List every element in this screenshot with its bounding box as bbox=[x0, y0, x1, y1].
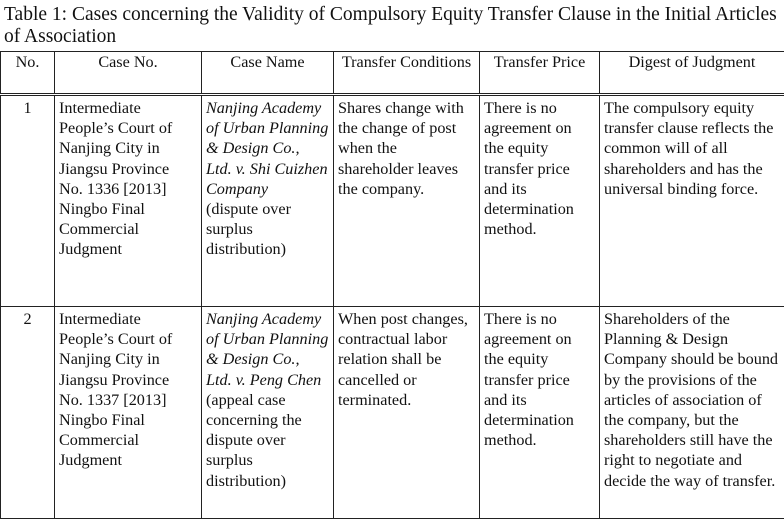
cell-no: 1 bbox=[1, 95, 55, 307]
table-header-row bbox=[1, 52, 784, 95]
header-no: No. bbox=[1, 52, 55, 95]
case-name-italic: Nanjing Academy of Urban Planning & Design Co., Ltd. v. Shi Cuizhen Company bbox=[206, 99, 329, 198]
cell-no: 2 bbox=[1, 307, 55, 519]
table-caption: Table 1: Cases concerning the Validity of Compulsory Equity Transfer Clause in the Initial Articles of Association bbox=[4, 4, 777, 47]
cell-case-name bbox=[202, 95, 334, 307]
header-transfer-price: Transfer Price bbox=[480, 52, 600, 95]
cell-digest: Shareholders of the Planning & Design Company should be bound by the provisions of the articles of association of the company, but the shareholders still have the right to negotiate and decide the way of transfer. bbox=[600, 307, 784, 519]
cell-case-no: Intermediate People’s Court of Nanjing City in Jiangsu Province No. 1336 [2013] Ningbo Final Commercial Judgment bbox=[55, 95, 202, 307]
cell-case-no: Intermediate People’s Court of Nanjing City in Jiangsu Province No. 1337 [2013] Ningbo Final Commercial Judgment bbox=[55, 307, 202, 519]
cell-transfer-conditions: Shares change with the change of post when the shareholder leaves the company. bbox=[334, 95, 480, 307]
cell-digest: The compulsory equity transfer clause reflects the common will of all shareholders and has the universal binding force. bbox=[600, 95, 784, 307]
cell-case-name bbox=[202, 307, 334, 519]
cell-transfer-price: There is no agreement on the equity transfer price and its determination method. bbox=[480, 307, 600, 519]
case-name-note: (dispute over surplus distribution) bbox=[206, 200, 291, 259]
cell-transfer-conditions: When post changes, contractual labor relation shall be cancelled or terminated. bbox=[334, 307, 480, 519]
header-digest: Digest of Judgment bbox=[600, 52, 784, 95]
cell-transfer-price: There is no agreement on the equity transfer price and its determination method. bbox=[480, 95, 600, 307]
case-name-note: (appeal case concerning the dispute over surplus distribution) bbox=[206, 390, 302, 490]
table-row bbox=[1, 95, 784, 307]
header-case-name: Case Name bbox=[202, 52, 334, 95]
header-case-no: Case No. bbox=[55, 52, 202, 95]
case-name-italic: Nanjing Academy of Urban Planning & Design Co., Ltd. v. Peng Chen bbox=[206, 310, 329, 389]
header-transfer-conditions: Transfer Conditions bbox=[334, 52, 480, 95]
cases-table bbox=[0, 51, 784, 519]
table-row bbox=[1, 307, 784, 519]
